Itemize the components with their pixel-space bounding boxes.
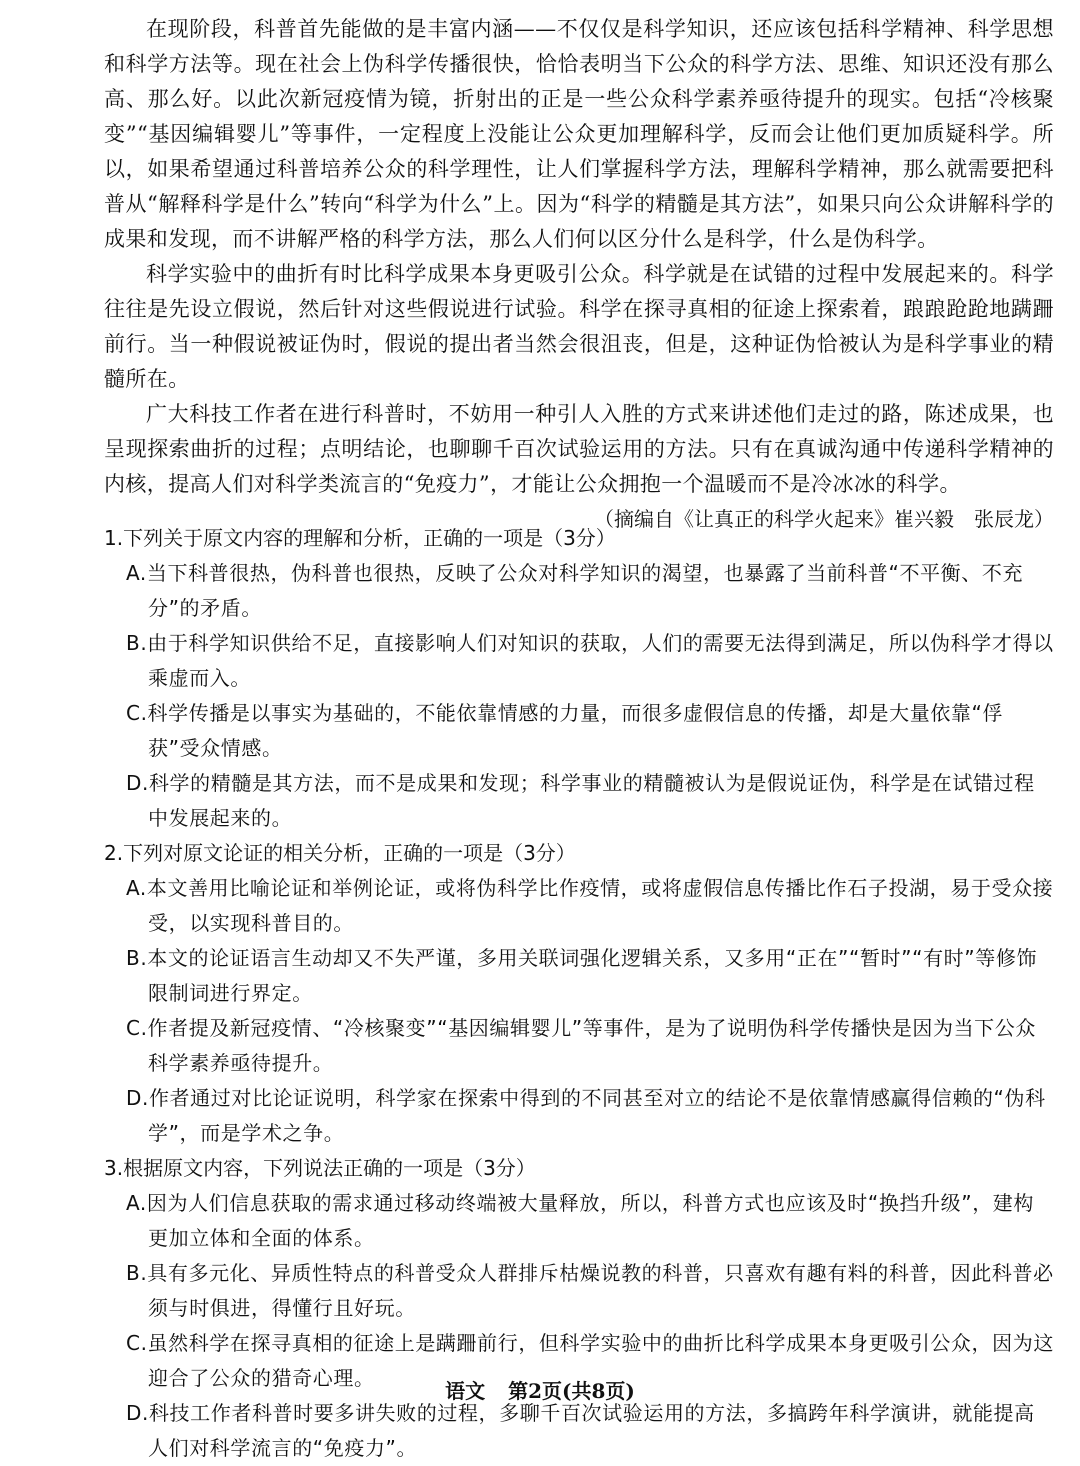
option-d: D.科学的精髓是其方法，而不是成果和发现；科学事业的精髓被认为是假说证伪，科学是在试错过程中发展起来的。 [126, 771, 1035, 830]
question-stem: 1.下列关于原文内容的理解和分析，正确的一项是（3分） [104, 526, 616, 550]
option-c: C.科学传播是以事实为基础的，不能依靠情感的力量，而很多虚假信息的传播，却是大量依靠“俘获”受众情感。 [126, 701, 1004, 760]
option-d: D.科技工作者科普时要多讲失败的过程，多聊千百次试验运用的方法，多搞跨年科学演讲，就能提高人们对科学流言的“免疫力”。 [126, 1401, 1035, 1460]
question-1 [104, 521, 1054, 836]
option-a: A.本文善用比喻论证和举例论证，或将伪科学比作疫情，或将虚假信息传播比作石子投湖，易于受众接受，以实现科普目的。 [126, 876, 1054, 935]
passage-source: （摘编自《让真正的科学火起来》崔兴毅 张辰龙） [594, 507, 1054, 531]
reading-passage [104, 12, 1054, 537]
option-c: C.作者提及新冠疫情、“冷核聚变”“基因编辑婴儿”等事件，是为了说明伪科学传播快是因为当下公众科学素养亟待提升。 [126, 1016, 1036, 1075]
option-a: A.当下科普很热，伪科普也很热，反映了公众对科学知识的渴望，也暴露了当前科普“不平衡、不充分”的矛盾。 [126, 561, 1024, 620]
option-b: B.具有多元化、异质性特点的科普受众人群排斥枯燥说教的科普，只喜欢有趣有料的科普，因此科普必须与时俱进，得懂行且好玩。 [126, 1261, 1054, 1320]
option-d: D.作者通过对比论证说明，科学家在探索中得到的不同甚至对立的结论不是依靠情感赢得信赖的“伪科学”，而是学术之争。 [126, 1086, 1046, 1145]
passage-paragraph-1: 在现阶段，科普首先能做的是丰富内涵——不仅仅是科学知识，还应该包括科学精神、科学思想和科学方法等。现在社会上伪科学传播很快，恰恰表明当下公众的科学方法、思维、知识还没有那么高、那么好。以此次新冠疫情为镜，折射出的正是一些公众科学素养亟待提升的现实。包括“冷核聚变”“基因编辑婴儿”等事件，一定程度上没能让公众更加理解科学，反而会让他们更加质疑科学。所以，如果希望通过科普培养公众的科学理性，让人们掌握科学方法，理解科学精神，那么就需要把科普从“解释科学是什么”转向“科学为什么”上。因为“科学的精髓是其方法”，如果只向公众讲解科学的成果和发现，而不讲解严格的科学方法，那么人们何以区分什么是科学，什么是伪科学。 [104, 17, 1054, 251]
passage-paragraph-3: 广大科技工作者在进行科普时，不妨用一种引人入胜的方式来讲述他们走过的路，陈述成果，也呈现探索曲折的过程；点明结论，也聊聊千百次试验运用的方法。只有在真诚沟通中传递科学精神的内核，提高人们对科学类流言的“免疫力”，才能让公众拥抱一个温暖而不是冷冰冰的科学。 [104, 402, 1054, 496]
question-list [104, 521, 1054, 1466]
option-a: A.因为人们信息获取的需求通过移动终端被大量释放，所以，科普方式也应该及时“换挡升级”，建构更加立体和全面的体系。 [126, 1191, 1035, 1250]
question-3 [104, 1151, 1054, 1466]
question-stem: 3.根据原文内容，下列说法正确的一项是（3分） [104, 1156, 536, 1180]
option-c: C.虽然科学在探寻真相的征途上是蹒跚前行，但科学实验中的曲折比科学成果本身更吸引公众，因为这迎合了公众的猎奇心理。 [126, 1331, 1054, 1390]
option-b: B.由于科学知识供给不足，直接影响人们对知识的获取，人们的需要无法得到满足，所以伪科学才得以乘虚而入。 [126, 631, 1054, 690]
footer-subject: 语文 [445, 1379, 486, 1403]
option-b: B.本文的论证语言生动却又不失严谨，多用关联词强化逻辑关系，又多用“正在”“暂时”“有时”等修饰限制词进行界定。 [126, 946, 1038, 1005]
footer-page-number: 第2页(共8页) [508, 1379, 635, 1403]
question-stem: 2.下列对原文论证的相关分析，正确的一项是（3分） [104, 841, 576, 865]
question-2 [104, 836, 1054, 1151]
passage-paragraph-2: 科学实验中的曲折有时比科学成果本身更吸引公众。科学就是在试错的过程中发展起来的。科学往往是先设立假说，然后针对这些假说进行试验。科学在探寻真相的征途上探索着，踉踉跄跄地蹒跚前行。当一种假说被证伪时，假说的提出者当然会很沮丧，但是，这种证伪恰被认为是科学事业的精髓所在。 [104, 262, 1054, 391]
page-footer [0, 1375, 1080, 1404]
